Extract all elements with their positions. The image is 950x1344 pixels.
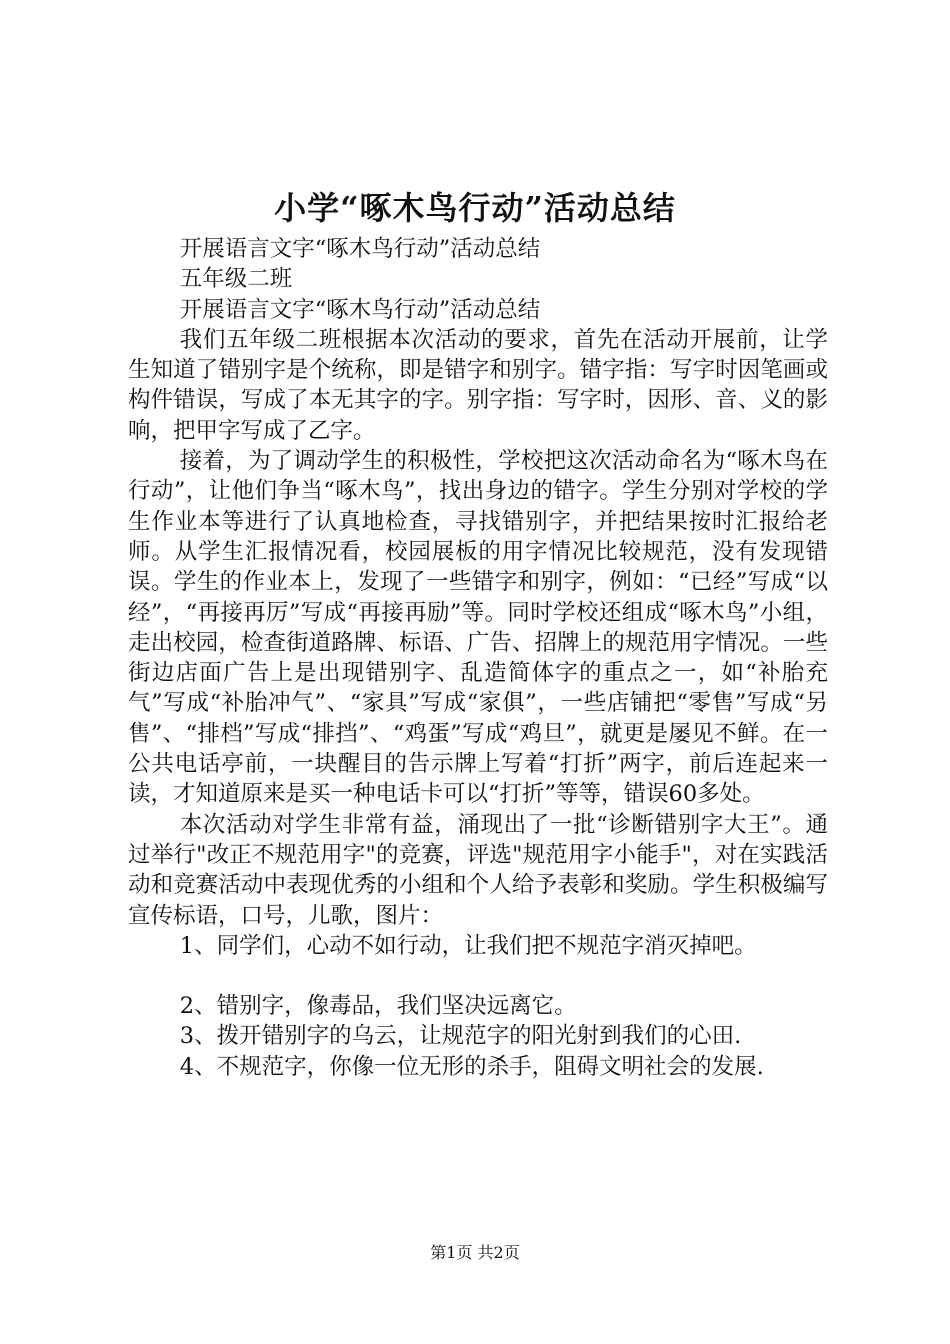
- subtitle-line: 开展语言文字“啄木鸟行动”活动总结: [179, 236, 541, 262]
- slogan-item: 4、不规范字，你像一位无形的杀手，阻碍文明社会的发展.: [179, 1053, 764, 1080]
- slogan-item: 3、拨开错别字的乌云，让规范字的阳光射到我们的心田.: [179, 1023, 742, 1050]
- body-paragraph: 接着，为了调动学生的积极性，学校把这次活动命名为“啄木鸟在行动”，让他们争当“啄木鸟”，找出身边的错字。学生分别对学校的学生作业本等进行了认真地检查，寻找错别字，并把结果按时汇报给老师。从学生汇报情况看，校园展板的用字情况比较规范，没有发现错误。学生的作业本上，发现了一些错字和别字，例如：“已经”写成“以经”，“再接再厉”写成“再接再励”等。同时学校还组成“啄木鸟”小组，走出校园，检查街道路牌、标语、广告、招牌上的规范用字情况。一些街边店面广告上是出现错别字、乱造简体字的重点之一，如“补胎充气”写成“补胎冲气”、“家具”写成“家俱”，一些店铺把“零售”写成“另售”、“排档”写成“排挡”、“鸡蛋”写成“鸡旦”，就更是屡见不鲜。在一公共电话亭前，一块醒目的告示牌上写着“打折”两字，前后连起来一读，才知道原来是买一种电话卡可以“打折”等等，错误60多处。: [128, 448, 828, 808]
- slogan-item: 1、同学们，心动不如行动，让我们把不规范字消灭掉吧。: [179, 932, 757, 959]
- page-footer: 第1页 共2页: [430, 1243, 520, 1262]
- body-paragraph: 本次活动对学生非常有益，涌现出了一批“诊断错别字大王”。通过举行"改正不规范用字"的竞赛，评选"规范用字小能手"，对在实践活动和竞赛活动中表现优秀的小组和个人给予表彰和奖励。学生积极编写宣传标语，口号，儿歌，图片：: [128, 811, 828, 929]
- subtitle-line-repeat: 开展语言文字“啄木鸟行动”活动总结: [179, 296, 541, 323]
- document-title: 小学“啄木鸟行动”活动总结: [274, 189, 676, 227]
- body-paragraph: 我们五年级二班根据本次活动的要求，首先在活动开展前，让学生知道了错别字是个统称，即是错字和别字。错字指：写字时因笔画或构件错误，写成了本无其字的字。别字指：写字时，因形、音、义的影响，把甲字写成了乙字。: [128, 326, 828, 444]
- slogan-item: 2、错别字，像毒品，我们坚决远离它。: [179, 993, 577, 1020]
- class-line: 五年级二班: [179, 266, 293, 293]
- document-body: [128, 234, 828, 1082]
